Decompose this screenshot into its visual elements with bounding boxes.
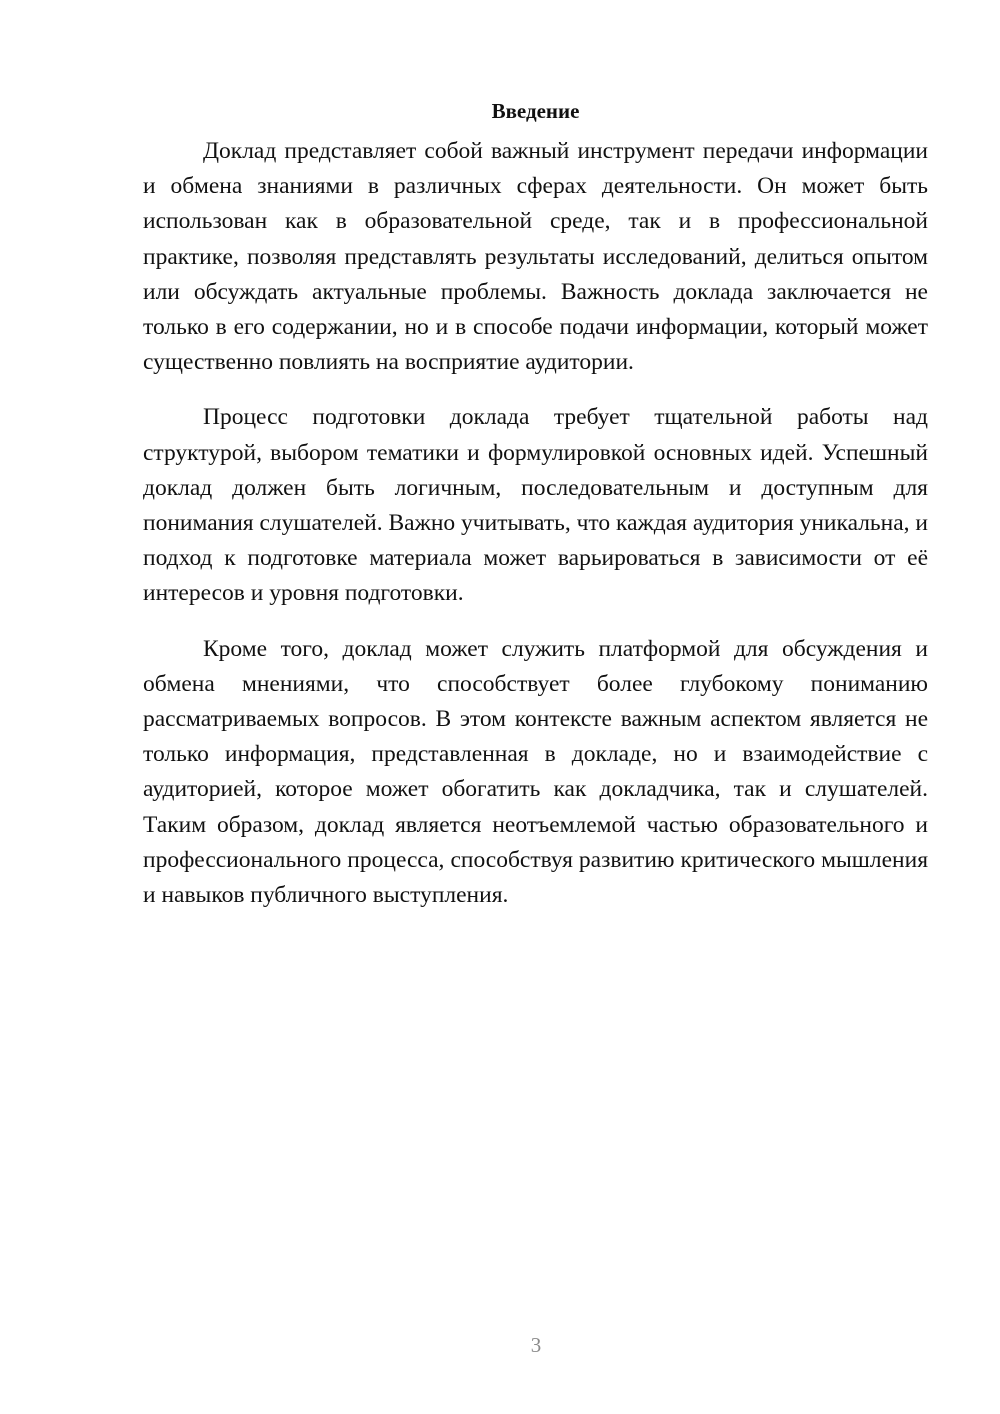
page-number: 3 (530, 1333, 542, 1357)
paragraph-2: Процесс подготовки доклада требует тщательной работы над структурой, выбором тематики и формулировкой основных идей. Успешный доклад должен быть логичным, последовательным и доступным для понимания слушателей. Важно учитывать, что каждая аудитория уникальна, и подход к подготовке материала может варьироваться в зависимости от её интересов и уровня подготовки. (143, 404, 928, 607)
page-content (143, 94, 928, 933)
section-title: Введение (491, 99, 580, 123)
paragraph-1: Доклад представляет собой важный инструмент передачи информации и обмена знаниями в различных сферах деятельности. Он может быть использован как в образовательной среде, так и в профессиональной практике, позволяя представлять результаты исследований, делиться опытом или обсуждать актуальные проблемы. Важность доклада заключается не только в его содержании, но и в способе подачи информации, который может существенно повлиять на восприятие аудитории. (143, 138, 928, 376)
paragraph-3: Кроме того, доклад может служить платформой для обсуждения и обмена мнениями, что способствует более глубокому пониманию рассматриваемых вопросов. В этом контексте важным аспектом является не только информация, представленная в докладе, но и взаимодействие с аудиторией, которое может обогатить как докладчика, так и слушателей. Таким образом, доклад является неотъемлемой частью образовательного и профессионального процесса, способствуя развитию критического мышления и навыков публичного выступления. (143, 635, 928, 909)
